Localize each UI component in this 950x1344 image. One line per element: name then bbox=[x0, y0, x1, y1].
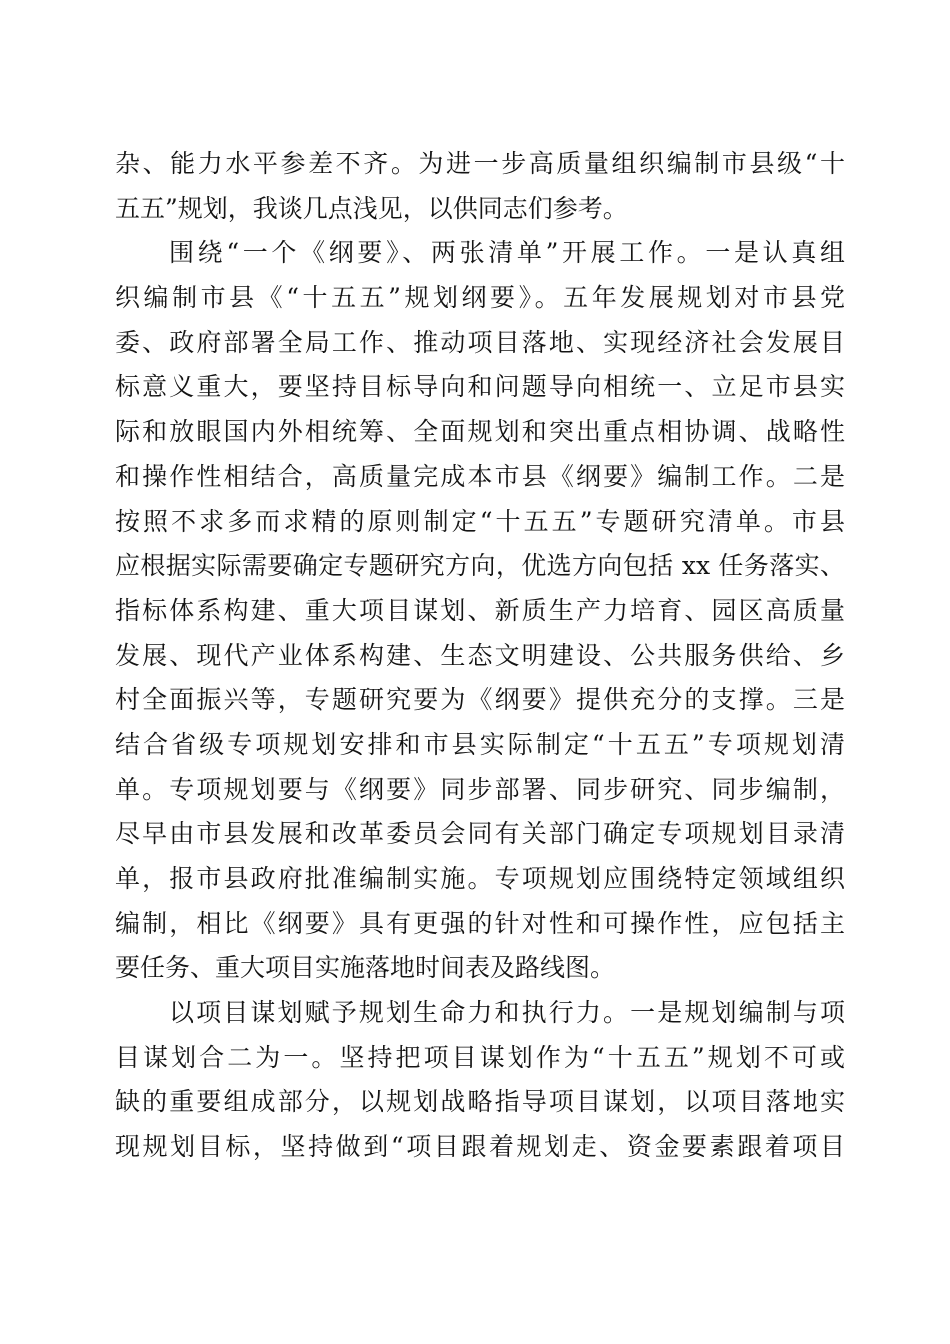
text-line-19: 要任务、重大项目实施落地时间表及路线图。 bbox=[115, 953, 616, 983]
text-line-4: 织编制市县《“十五五”规划纲要》。五年发展规划对市县党 bbox=[115, 283, 845, 313]
document-body bbox=[115, 142, 845, 1170]
text-line-2: 五五”规划，我谈几点浅见，以供同志们参考。 bbox=[115, 193, 628, 223]
text-line-14: 结合省级专项规划安排和市县实际制定“十五五”专项规划清 bbox=[115, 729, 845, 759]
text-line-10: 应根据实际需要确定专题研究方向，优选方向包括 xx 任务落实、 bbox=[115, 551, 845, 581]
text-line-1: 杂、能力水平参差不齐。为进一步高质量组织编制市县级“十 bbox=[115, 149, 845, 178]
paragraph-heading-line: 围绕“一个《纲要》、两张清单”开展工作。一是认真组 bbox=[169, 238, 845, 268]
text-line-17: 单，报市县政府批准编制实施。专项规划应围绕特定领域组织 bbox=[115, 864, 845, 893]
text-line-11: 指标体系构建、重大项目谋划、新质生产力培育、园区高质量 bbox=[115, 595, 845, 625]
text-line-23: 现规划目标，坚持做到“项目跟着规划走、资金要素跟着项目 bbox=[115, 1132, 845, 1162]
text-line-16: 尽早由市县发展和改革委员会同有关部门确定专项规划目录清 bbox=[115, 819, 845, 849]
paragraph-heading-line-2: 以项目谋划赋予规划生命力和执行力。一是规划编制与项 bbox=[169, 998, 845, 1028]
text-line-15: 单。专项规划要与《纲要》同步部署、同步研究、同步编制， bbox=[115, 774, 845, 804]
text-line-8: 和操作性相结合，高质量完成本市县《纲要》编制工作。二是 bbox=[115, 461, 845, 491]
text-line-9: 按照不求多而求精的原则制定“十五五”专题研究清单。市县 bbox=[115, 506, 845, 536]
text-line-5: 委、政府部署全局工作、推动项目落地、实现经济社会发展目 bbox=[115, 327, 845, 357]
text-line-22: 缺的重要组成部分，以规划战略指导项目谋划，以项目落地实 bbox=[115, 1087, 845, 1117]
text-line-6: 标意义重大，要坚持目标导向和问题导向相统一、立足市县实 bbox=[115, 372, 845, 402]
text-line-7: 际和放眼国内外相统筹、全面规划和突出重点相协调、战略性 bbox=[115, 417, 845, 447]
text-line-21: 目谋划合二为一。坚持把项目谋划作为“十五五”规划不可或 bbox=[115, 1042, 845, 1072]
text-line-18: 编制，相比《纲要》具有更强的针对性和可操作性，应包括主 bbox=[115, 908, 845, 938]
text-line-12: 发展、现代产业体系构建、生态文明建设、公共服务供给、乡 bbox=[115, 640, 845, 670]
text-line-13: 村全面振兴等，专题研究要为《纲要》提供充分的支撑。三是 bbox=[115, 685, 845, 715]
